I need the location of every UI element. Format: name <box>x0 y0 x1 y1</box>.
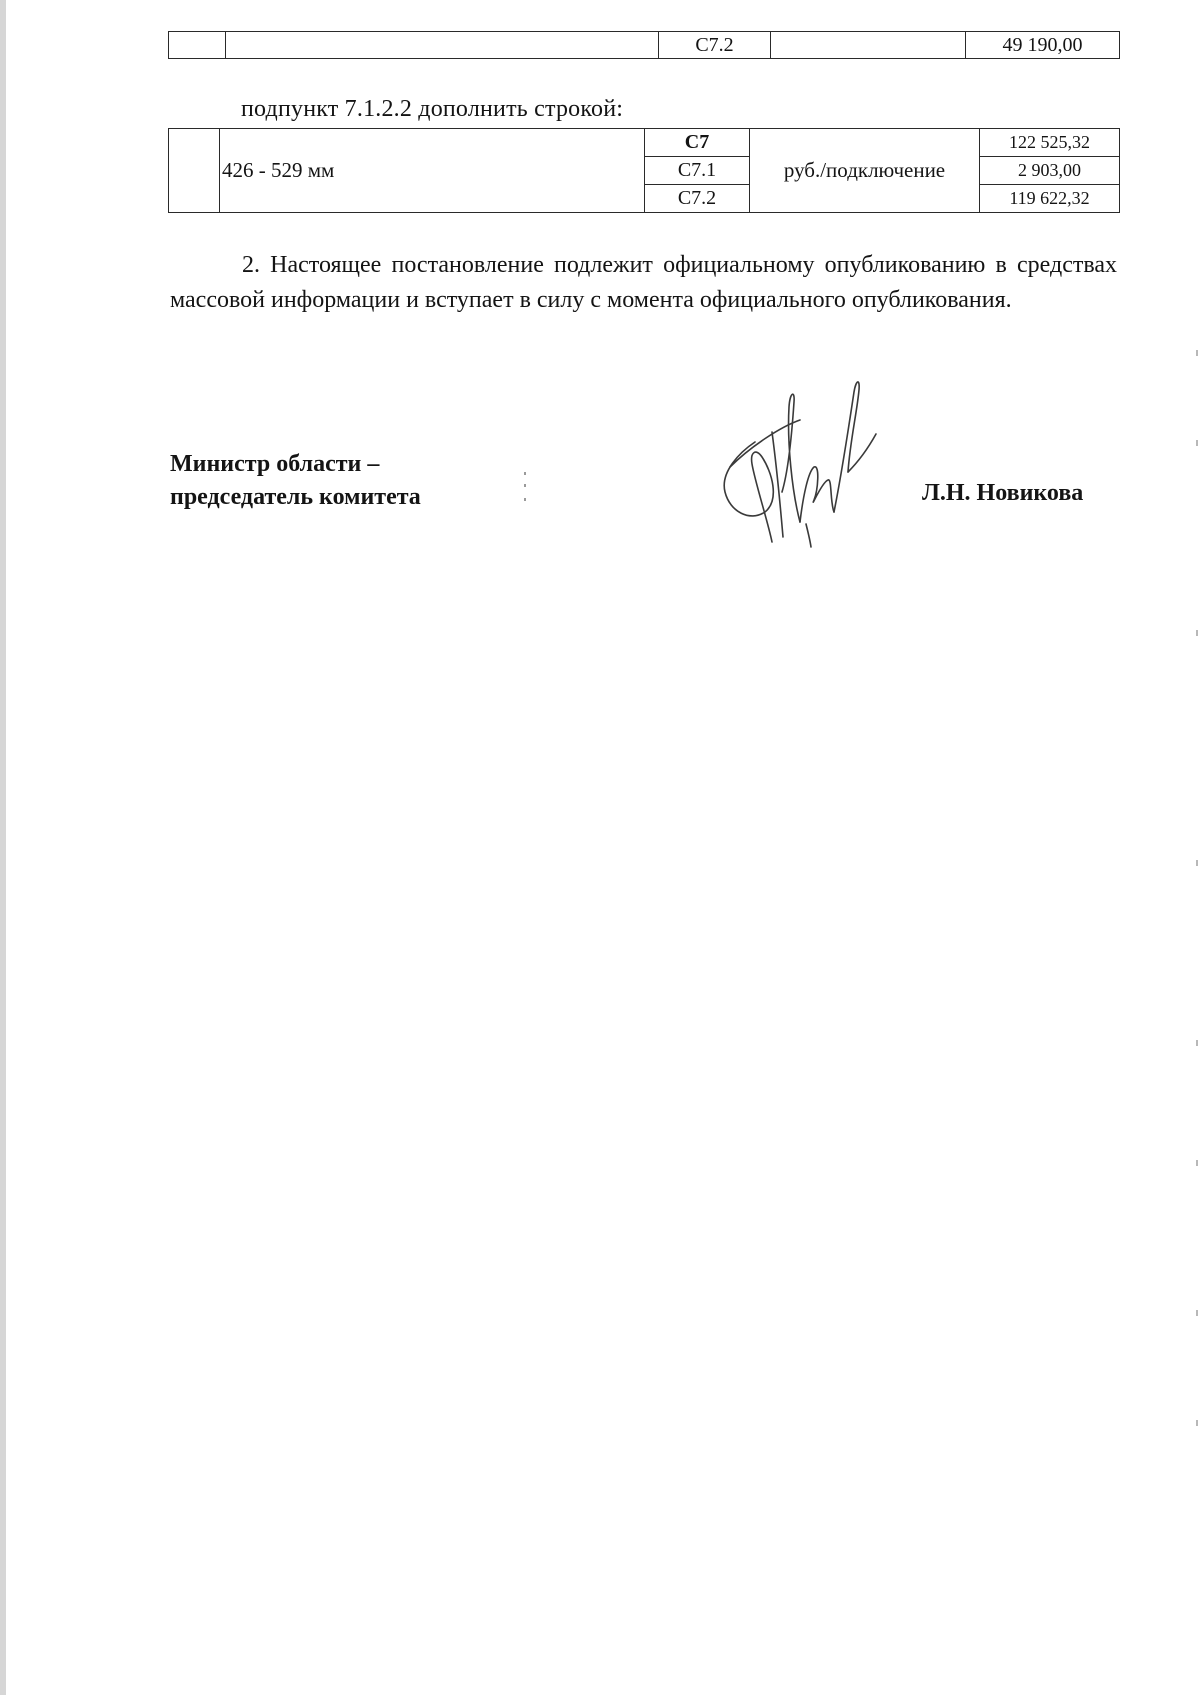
tariff-table-added-row <box>168 128 1120 213</box>
unit-cell <box>771 32 966 59</box>
position-line: председатель комитета <box>170 484 421 510</box>
scan-artifact-dots <box>523 470 527 510</box>
diameter-range-cell: 426 - 529 мм <box>220 129 645 213</box>
rate-value-cell: 119 622,32 <box>980 185 1120 213</box>
row-number-cell <box>169 32 226 59</box>
table-row <box>169 32 1120 59</box>
rate-code-cell: С7.2 <box>659 32 771 59</box>
scan-right-edge-specks <box>1196 300 1199 1500</box>
rate-code-cell: С7.2 <box>645 185 750 213</box>
handwritten-signature-icon <box>710 372 890 552</box>
table-row <box>169 129 1120 157</box>
signatory-name: Л.Н. Новикова <box>922 480 1084 506</box>
row-number-cell <box>169 129 220 213</box>
tariff-table-continuation <box>168 31 1120 59</box>
unit-cell: руб./подключение <box>750 129 980 213</box>
diameter-cell <box>226 32 659 59</box>
position-line: Министр области – <box>170 451 380 477</box>
effective-date-paragraph: 2. Настоящее постановление подлежит официальному опубликованию в средствах массовой информации и вступает в силу с момента официального опубликования. <box>170 252 1117 313</box>
subpoint-instruction: подпункт 7.1.2.2 дополнить строкой: <box>241 96 624 122</box>
rate-value-cell: 2 903,00 <box>980 157 1120 185</box>
rate-code-cell: С7 <box>645 129 750 157</box>
signatory-position <box>170 448 421 514</box>
scan-left-edge <box>0 0 6 1695</box>
rate-code-cell: С7.1 <box>645 157 750 185</box>
rate-value-cell: 122 525,32 <box>980 129 1120 157</box>
rate-value-cell: 49 190,00 <box>966 32 1120 59</box>
